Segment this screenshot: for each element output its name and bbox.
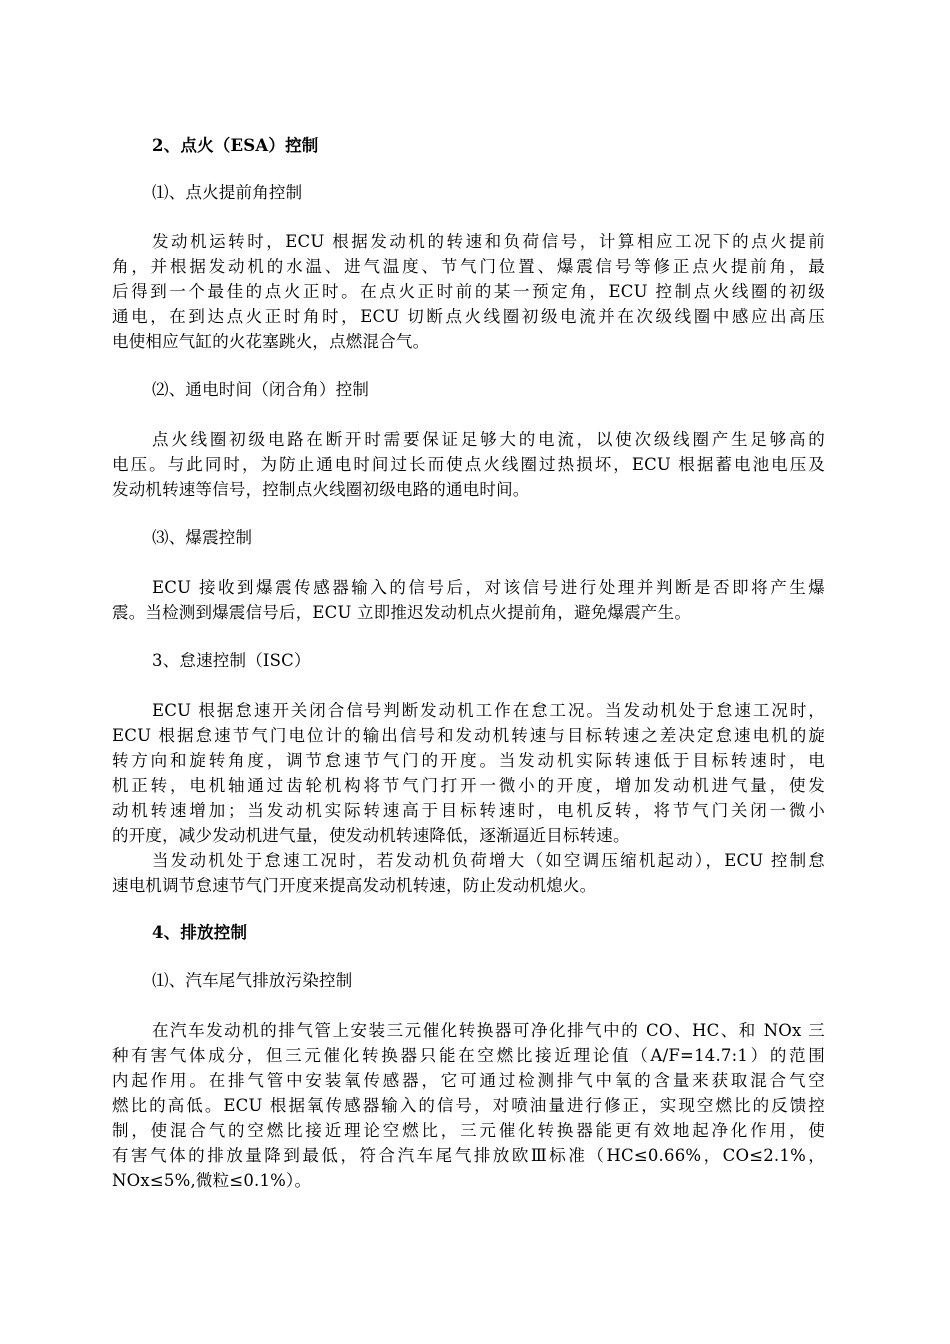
paragraph-line: 角，并根据发动机的水温、进气温度、节气门位置、爆震信号等修正点火提前角，最 <box>112 257 825 276</box>
paragraph-line: 电压。与此同时，为防止通电时间过长而使点火线圈过热损坏，ECU 根据蓄电池电压及 <box>112 455 825 474</box>
paragraph-line: NOx≤5%,微粒≤0.1%）。 <box>112 1171 312 1190</box>
paragraph-line: 动机转速增加；当发动机实际转速高于目标转速时，电机反转，将节气门关闭一微小 <box>112 801 825 820</box>
paragraph-line: 燃比的高低。ECU 根据氧传感器输入的信号，对喷油量进行修正，实现空燃比的反馈控 <box>112 1096 825 1115</box>
subheading-dwell-control: ⑵、通电时间（闭合角）控制 <box>152 380 370 399</box>
paragraph-line: 通电，在到达点火正时角时，ECU 切断点火线圈初级电流并在次级线圈中感应出高压 <box>112 307 825 326</box>
paragraph-line: 发动机转速等信号，控制点火线圈初级电路的通电时间。 <box>112 480 530 499</box>
paragraph-line: ECU 接收到爆震传感器输入的信号后，对该信号进行处理并判断是否即将产生爆 <box>152 578 825 597</box>
heading-esa: 2、点火（ESA）控制 <box>152 136 319 155</box>
paragraph-line: 内起作用。在排气管中安装氧传感器，它可通过检测排气中氧的含量来获取混合气空 <box>112 1071 825 1090</box>
paragraph-line: 后得到一个最佳的点火正时。在点火正时前的某一预定角，ECU 控制点火线圈的初级 <box>112 282 825 301</box>
paragraph-line: 的开度，减少发动机进气量，使发动机转速降低，逐渐逼近目标转速。 <box>112 826 630 845</box>
paragraph-line: ECU 根据怠速开关闭合信号判断发动机工作在怠工况。当发动机处于怠速工况时， <box>152 701 825 720</box>
paragraph-line: 种有害气体成分，但三元催化转换器只能在空燃比接近理论值（A/F=14.7:1）的范围 <box>112 1046 825 1065</box>
paragraph-line: 点火线圈初级电路在断开时需要保证足够大的电流，以使次级线圈产生足够高的 <box>152 430 825 449</box>
paragraph-line: 电使相应气缸的火花塞跳火，点燃混合气。 <box>112 332 430 351</box>
heading-isc: 3、怠速控制（ISC） <box>152 651 311 670</box>
heading-emission: 4、排放控制 <box>152 923 248 942</box>
subheading-knock-control: ⑶、爆震控制 <box>152 528 253 547</box>
paragraph-line: 转方向和旋转角度，调节怠速节气门的开度。当发动机实际转速低于目标转速时，电 <box>112 751 825 770</box>
paragraph-line: 速电机调节怠速节气门开度来提高发动机转速，防止发动机熄火。 <box>112 876 597 895</box>
paragraph-line: 在汽车发动机的排气管上安装三元催化转换器可净化排气中的 CO、HC、和 NOx 三 <box>152 1021 825 1040</box>
subheading-ignition-advance: ⑴、点火提前角控制 <box>152 183 303 202</box>
paragraph-line: 发动机运转时，ECU 根据发动机的转速和负荷信号，计算相应工况下的点火提前 <box>152 232 825 251</box>
paragraph-line: 当发动机处于怠速工况时，若发动机负荷增大（如空调压缩机起动），ECU 控制怠 <box>152 851 825 870</box>
paragraph-line: 制，使混合气的空燃比接近理论空燃比，三元催化转换器能更有效地起净化作用，使 <box>112 1121 825 1140</box>
subheading-exhaust-pollution: ⑴、汽车尾气排放污染控制 <box>152 971 353 990</box>
paragraph-line: 震。当检测到爆震信号后，ECU 立即推迟发动机点火提前角，避免爆震产生。 <box>112 603 692 622</box>
paragraph-line: 机正转，电机轴通过齿轮机构将节气门打开一微小的开度，增加发动机进气量，使发 <box>112 776 825 795</box>
paragraph-line: 有害气体的排放量降到最低，符合汽车尾气排放欧Ⅲ标准（HC≤0.66%，CO≤2.1%， <box>112 1146 825 1165</box>
paragraph-line: ECU 根据怠速节气门电位计的输出信号和发动机转速与目标转速之差决定怠速电机的旋 <box>112 726 825 745</box>
